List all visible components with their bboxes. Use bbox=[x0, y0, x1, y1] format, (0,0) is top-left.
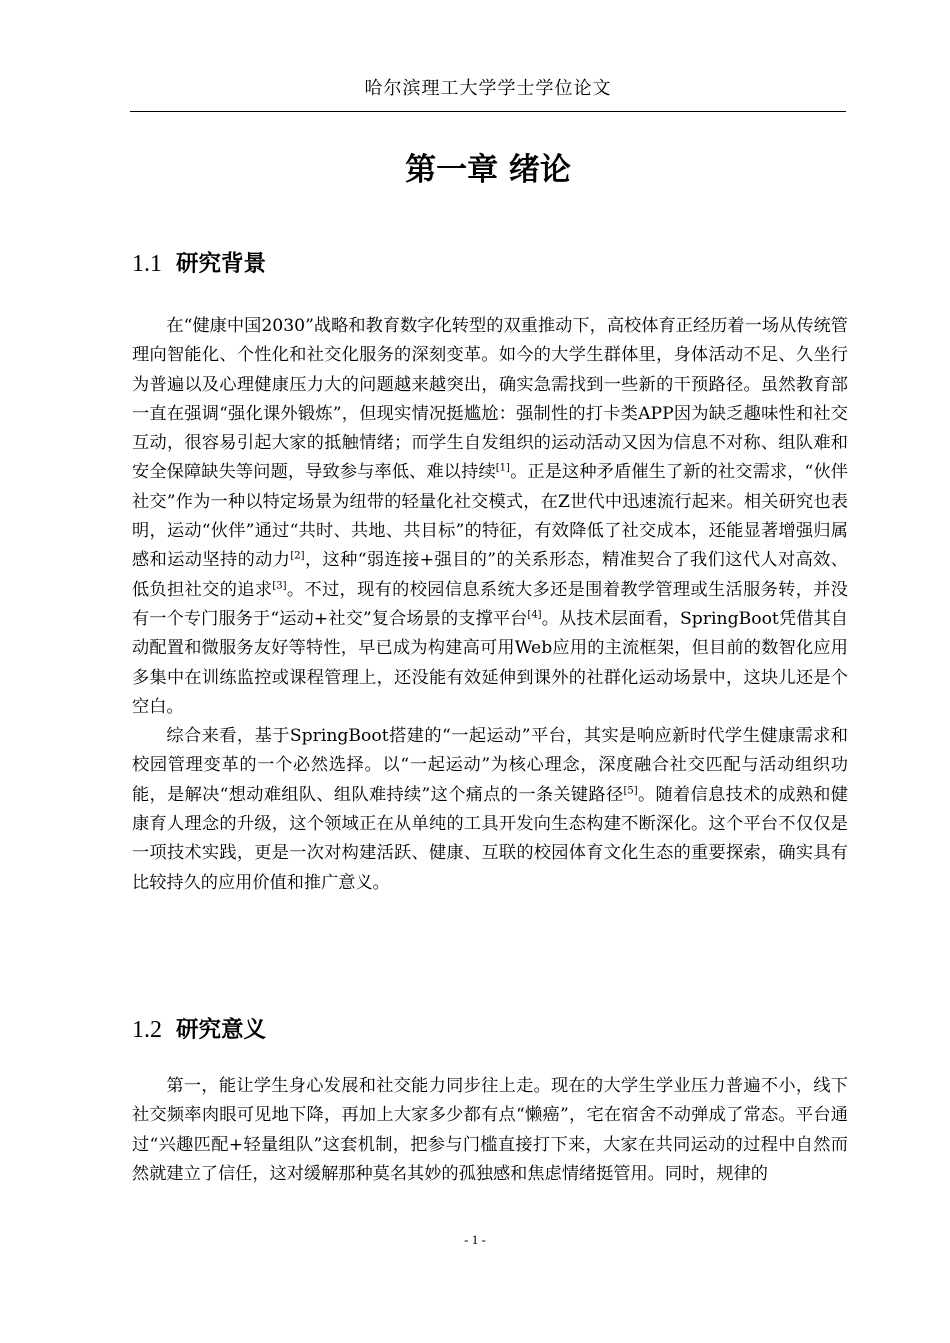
text-run: 在“健康中国2030”战略和教育数字化转型的双重推动下，高校体育正经历着一场从传统管理向智能化、个性化和社交化服务的深刻变革。如今的大学生群体里，身体活动不足、久坐行为普遍以及心理健康压力大的问题越来越突出，确实急需找到一些新的干预路径。虽然教育部一直在强调“强化课外锻炼”，但现实情况挺尴尬：强制性的打卡类APP因为缺乏趣味性和社交互动，很容易引起大家的抵触情绪；而学生自发组织的运动活动又因为信息不对称、组队难和安全保障缺失等问题，导致参与率低、难以持续 bbox=[132, 316, 848, 483]
section-number: 1.2 bbox=[132, 1017, 162, 1043]
text-run: ，这种“弱连接+强目的”的关系形态，精准契合了我们这代人对高效、低负担社交的追求 bbox=[132, 550, 848, 600]
running-header: 哈尔滨理工大学学士学位论文 bbox=[364, 78, 612, 99]
paragraph bbox=[132, 1072, 848, 1189]
text-run: 。正是这种矛盾催生了新的社交需求，“伙伴社交”作为一种以特定场景为纽带的轻量化社交模式，在Z世代中迅速流行起来。相关研究也表明，运动“伙伴”通过“共时、共地、共目标”的特征，有效降低了社交成本，还能显著增强归属感和运动坚持的动力 bbox=[132, 462, 848, 571]
section-body-1-2 bbox=[132, 1072, 848, 1189]
page-number: - 1 - bbox=[464, 1232, 486, 1247]
section-body-1-1 bbox=[132, 312, 848, 898]
citation: [1] bbox=[495, 462, 510, 474]
citation: [4] bbox=[527, 609, 542, 621]
section-heading-1-2 bbox=[132, 1014, 266, 1046]
section-title: 研究背景 bbox=[176, 251, 267, 277]
chapter-title: 第一章 绪论 bbox=[405, 152, 571, 188]
text-run: 。随着信息技术的成熟和健康育人理念的升级，这个领域正在从单纯的工具开发向生态构建不断深化。这个平台不仅仅是一项技术实践，更是一次对构建活跃、健康、互联的校园体育文化生态的重要探索，确实具有比较持久的应用价值和推广意义。 bbox=[132, 784, 848, 893]
header-rule bbox=[130, 111, 846, 112]
text-run: 。从技术层面看，SpringBoot凭借其自动配置和微服务友好等特性，早已成为构建高可用Web应用的主流框架，但目前的数智化应用多集中在训练监控或课程管理上，还没能有效延伸到课外的社群化运动场景中，这块儿还是个空白。 bbox=[132, 608, 848, 717]
section-heading-1-1 bbox=[132, 248, 266, 280]
paragraph bbox=[132, 722, 848, 898]
citation: [3] bbox=[272, 579, 287, 591]
text-run: 。不过，现有的校园信息系统大多还是围着教学管理或生活服务转，并没有一个专门服务于“运动+社交”复合场景的支撑平台 bbox=[132, 579, 848, 629]
text-run: 综合来看，基于SpringBoot搭建的“一起运动”平台，其实是响应新时代学生健康需求和校园管理变革的一个必然选择。以“一起运动”为核心理念，深度融合社交匹配与活动组织功能，是解决“想动难组队、组队难持续”这个痛点的一条关键路径 bbox=[132, 726, 848, 805]
section-number: 1.1 bbox=[132, 251, 162, 277]
citation: [5] bbox=[623, 785, 638, 797]
text-run: 第一，能让学生身心发展和社交能力同步往上走。现在的大学生学业压力普遍不小，线下社交频率肉眼可见地下降，再加上大家多少都有点“懒癌”，宅在宿舍不动弹成了常态。平台通过“兴趣匹配+轻量组队”这套机制，把参与门槛直接打下来，大家在共同运动的过程中自然而然就建立了信任，这对缓解那种莫名其妙的孤独感和焦虑情绪挺管用。同时，规律的 bbox=[132, 1076, 848, 1184]
paragraph bbox=[132, 312, 848, 722]
section-title: 研究意义 bbox=[176, 1017, 267, 1043]
citation: [2] bbox=[290, 550, 305, 562]
